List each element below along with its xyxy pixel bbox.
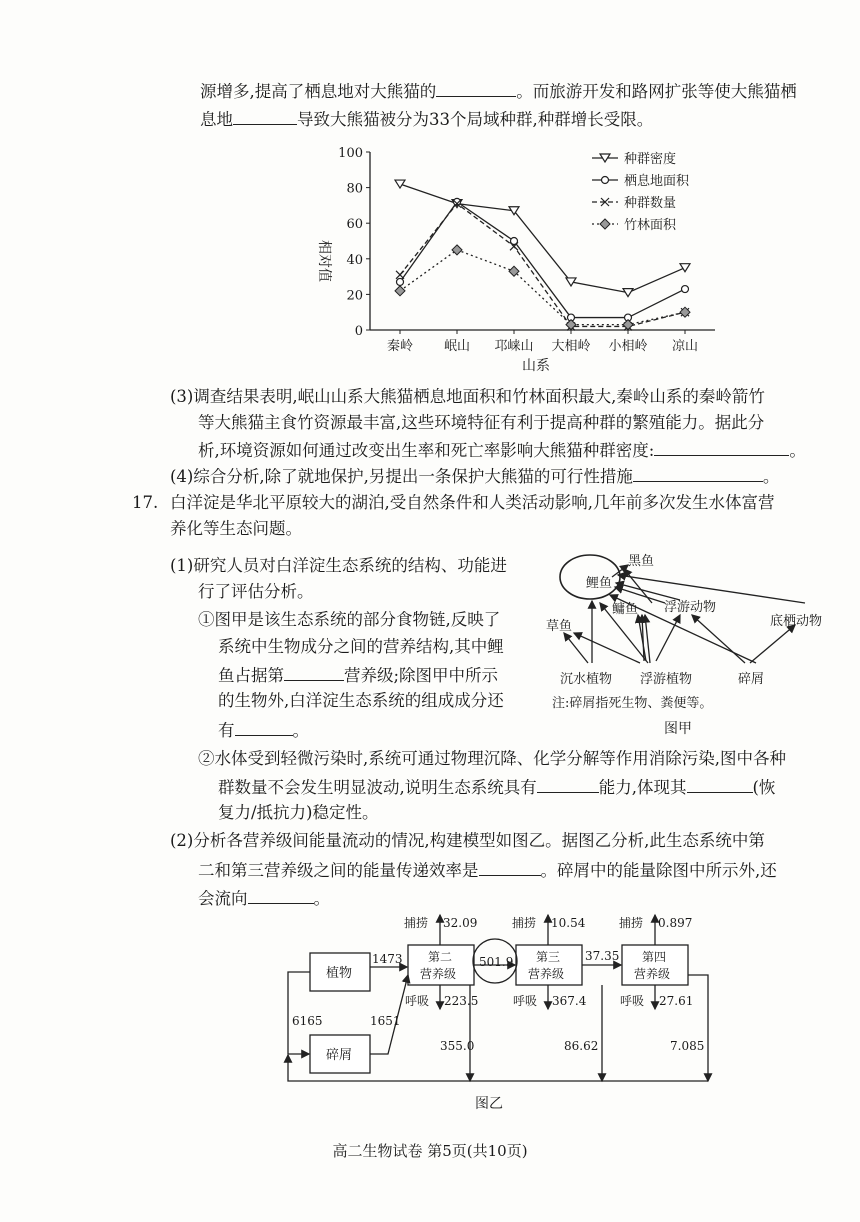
catch-value-t3: 10.54 [551, 916, 586, 930]
x-tick-label: 小相岭 [608, 339, 648, 354]
y-tick-label: 0 [354, 324, 363, 339]
value-t3-to-t4: 37.35 [585, 949, 620, 963]
q16-p3-line2: 等大熊猫主食竹资源最丰富,这些环境特征有利于提高种群的繁殖能力。据此分 [198, 413, 765, 432]
q17-s1-line1: ①图甲是该生态系统的部分食物链,反映了 [198, 610, 501, 629]
x-tick-label: 凉山 [671, 339, 699, 354]
q17-p2-line1: (2)分析各营养级间能量流动的情况,构建模型如图乙。据图乙分析,此生态系统中第 [170, 831, 765, 850]
text-line: 息地 导致大熊猫被分为33个局域种群,种群增长受限。 [200, 106, 653, 132]
resp-label-t4: 呼吸 [620, 994, 645, 1008]
answer-blank[interactable] [233, 106, 297, 125]
y-tick-label: 80 [346, 181, 363, 197]
value-t2-to-detritus: 355.0 [440, 1039, 475, 1053]
chart-legend [592, 151, 690, 233]
label-detritus: 碎屑 [326, 1048, 353, 1063]
catch-label-t4: 捕捞 [619, 916, 644, 930]
y-tick-label: 100 [338, 146, 363, 161]
data-point [682, 286, 689, 293]
label-t4-b: 营养级 [634, 967, 671, 981]
x-tick-label: 邛崃山 [494, 339, 534, 354]
node-liyu: 鲤鱼 [586, 576, 613, 591]
text-line: 源增多,提高了栖息地对大熊猫的 。而旅游开发和路网扩张等使大熊猫栖 [200, 78, 797, 104]
value-t4-to-detritus: 7.085 [670, 1039, 705, 1053]
node-chenshui: 沉水植物 [560, 672, 613, 687]
panda-line-chart [300, 140, 720, 375]
data-point [397, 278, 404, 285]
q17-p1-line1: (1)研究人员对白洋淀生态系统的结构、功能进 [170, 556, 507, 575]
figure-yi-energy-flow [280, 905, 720, 1120]
catch-label-t3: 捕捞 [512, 916, 537, 930]
q17-s1-line3: 鱼占据第 营养级;除图甲中所示 [218, 662, 498, 688]
q17-intro-line2: 养化等生态问题。 [170, 519, 302, 538]
q17-s2-line1: ②水体受到轻微污染时,系统可通过物理沉降、化学分解等作用消除污染,图中各种 [198, 749, 786, 768]
label-t4-a: 第四 [642, 950, 667, 964]
data-point [452, 245, 462, 255]
resp-label-t3: 呼吸 [513, 994, 538, 1008]
node-lingyu: 鳙鱼 [612, 602, 639, 617]
q17-number: 17. [132, 493, 159, 512]
value-t3-to-detritus: 86.62 [564, 1039, 599, 1053]
answer-blank[interactable] [479, 857, 541, 876]
resp-label-t2: 呼吸 [405, 994, 430, 1008]
y-tick-label: 60 [346, 217, 363, 233]
label-t3-b: 营养级 [528, 967, 565, 981]
data-point [600, 219, 610, 229]
q17-p2-line3: 会流向 。 [198, 885, 330, 911]
data-point [396, 271, 404, 279]
value-plant-to-t2: 1473 [372, 952, 403, 966]
answer-blank[interactable] [248, 885, 314, 904]
y-tick-label: 20 [346, 288, 363, 304]
legend-label: 竹林面积 [624, 218, 677, 233]
resp-value-t3: 367.4 [552, 994, 587, 1008]
answer-blank[interactable] [284, 662, 344, 681]
figure-jia-caption: 图甲 [664, 721, 692, 737]
answer-blank[interactable] [633, 463, 763, 482]
value-t2-to-t3: 501.9 [479, 955, 514, 969]
label-t2-a: 第二 [428, 950, 453, 964]
value-plant-to-detritus: 6165 [292, 1014, 323, 1028]
q17-s2-line2: 群数量不会发生明显波动,说明生态系统具有 能力,体现其 (恢 [218, 774, 775, 800]
answer-blank[interactable] [687, 774, 753, 793]
data-point [395, 286, 405, 296]
chart-xlabel: 山系 [522, 358, 550, 374]
node-fuyouzhiwu: 浮游植物 [640, 672, 693, 687]
q17-s2-line3: 复力/抵抗力)稳定性。 [218, 803, 379, 822]
value-detritus-to-t2: 1651 [370, 1014, 401, 1028]
resp-value-t2: 223.5 [444, 994, 479, 1008]
page-footer: 高二生物试卷 第5页(共10页) [332, 1142, 528, 1160]
catch-value-t2: 32.09 [443, 916, 478, 930]
catch-label-t2: 捕捞 [404, 916, 429, 930]
figure-yi-caption: 图乙 [475, 1096, 503, 1112]
data-point [680, 264, 690, 272]
node-heiyu: 黑鱼 [628, 554, 655, 569]
answer-blank[interactable] [436, 78, 516, 97]
answer-blank[interactable] [537, 774, 599, 793]
x-tick-label: 岷山 [443, 339, 471, 354]
q17-s1-line4: 的生物外,白洋淀生态系统的组成成分还 [218, 691, 504, 710]
data-point [602, 177, 609, 184]
answer-blank[interactable] [654, 437, 789, 456]
q17-p2-line2: 二和第三营养级之间的能量传递效率是 。碎屑中的能量除图中所示外,还 [198, 857, 777, 883]
catch-value-t4: 0.897 [658, 916, 693, 930]
chart-ylabel: 相对值 [316, 240, 332, 282]
q17-intro-line1: 白洋淀是华北平原较大的湖泊,受自然条件和人类活动影响,几年前多次发生水体富营 [170, 493, 775, 512]
x-tick-label: 秦岭 [386, 339, 414, 354]
q17-p1-line2: 行了评估分析。 [198, 582, 314, 601]
y-tick-label: 40 [346, 252, 363, 268]
data-point [623, 320, 633, 330]
answer-blank[interactable] [235, 717, 293, 736]
x-tick-label: 大相岭 [551, 339, 591, 354]
legend-label: 种群密度 [624, 152, 677, 167]
resp-value-t4: 27.61 [659, 994, 694, 1008]
data-point [566, 320, 576, 330]
q17-s1-line2: 系统中生物成分之间的营养结构,其中鲤 [218, 637, 504, 656]
q16-p4: (4)综合分析,除了就地保护,另提出一条保护大熊猫的可行性措施 。 [170, 463, 779, 489]
label-t3-a: 第三 [536, 950, 561, 964]
label-t2-b: 营养级 [420, 967, 457, 981]
q17-s1-line5: 有 。 [218, 717, 309, 743]
figure-jia-food-web [540, 545, 845, 740]
figure-jia-note: 注:碎屑指死生物、粪便等。 [552, 696, 713, 711]
legend-label: 栖息地面积 [624, 174, 690, 189]
node-fuyoudongwu: 浮游动物 [664, 600, 717, 615]
legend-label: 种群数量 [624, 196, 677, 211]
node-suixie: 碎屑 [738, 672, 765, 687]
label-plant: 植物 [326, 966, 353, 981]
node-caoyu: 草鱼 [546, 619, 573, 634]
q16-p3-line3: 析,环境资源如何通过改变出生率和死亡率影响大熊猫种群密度: 。 [198, 437, 806, 463]
node-diqidongwu: 底栖动物 [770, 614, 823, 629]
data-point [395, 180, 405, 188]
q16-p3-line1: (3)调查结果表明,岷山山系大熊猫栖息地面积和竹林面积最大,秦岭山系的秦岭箭竹 [170, 387, 765, 406]
